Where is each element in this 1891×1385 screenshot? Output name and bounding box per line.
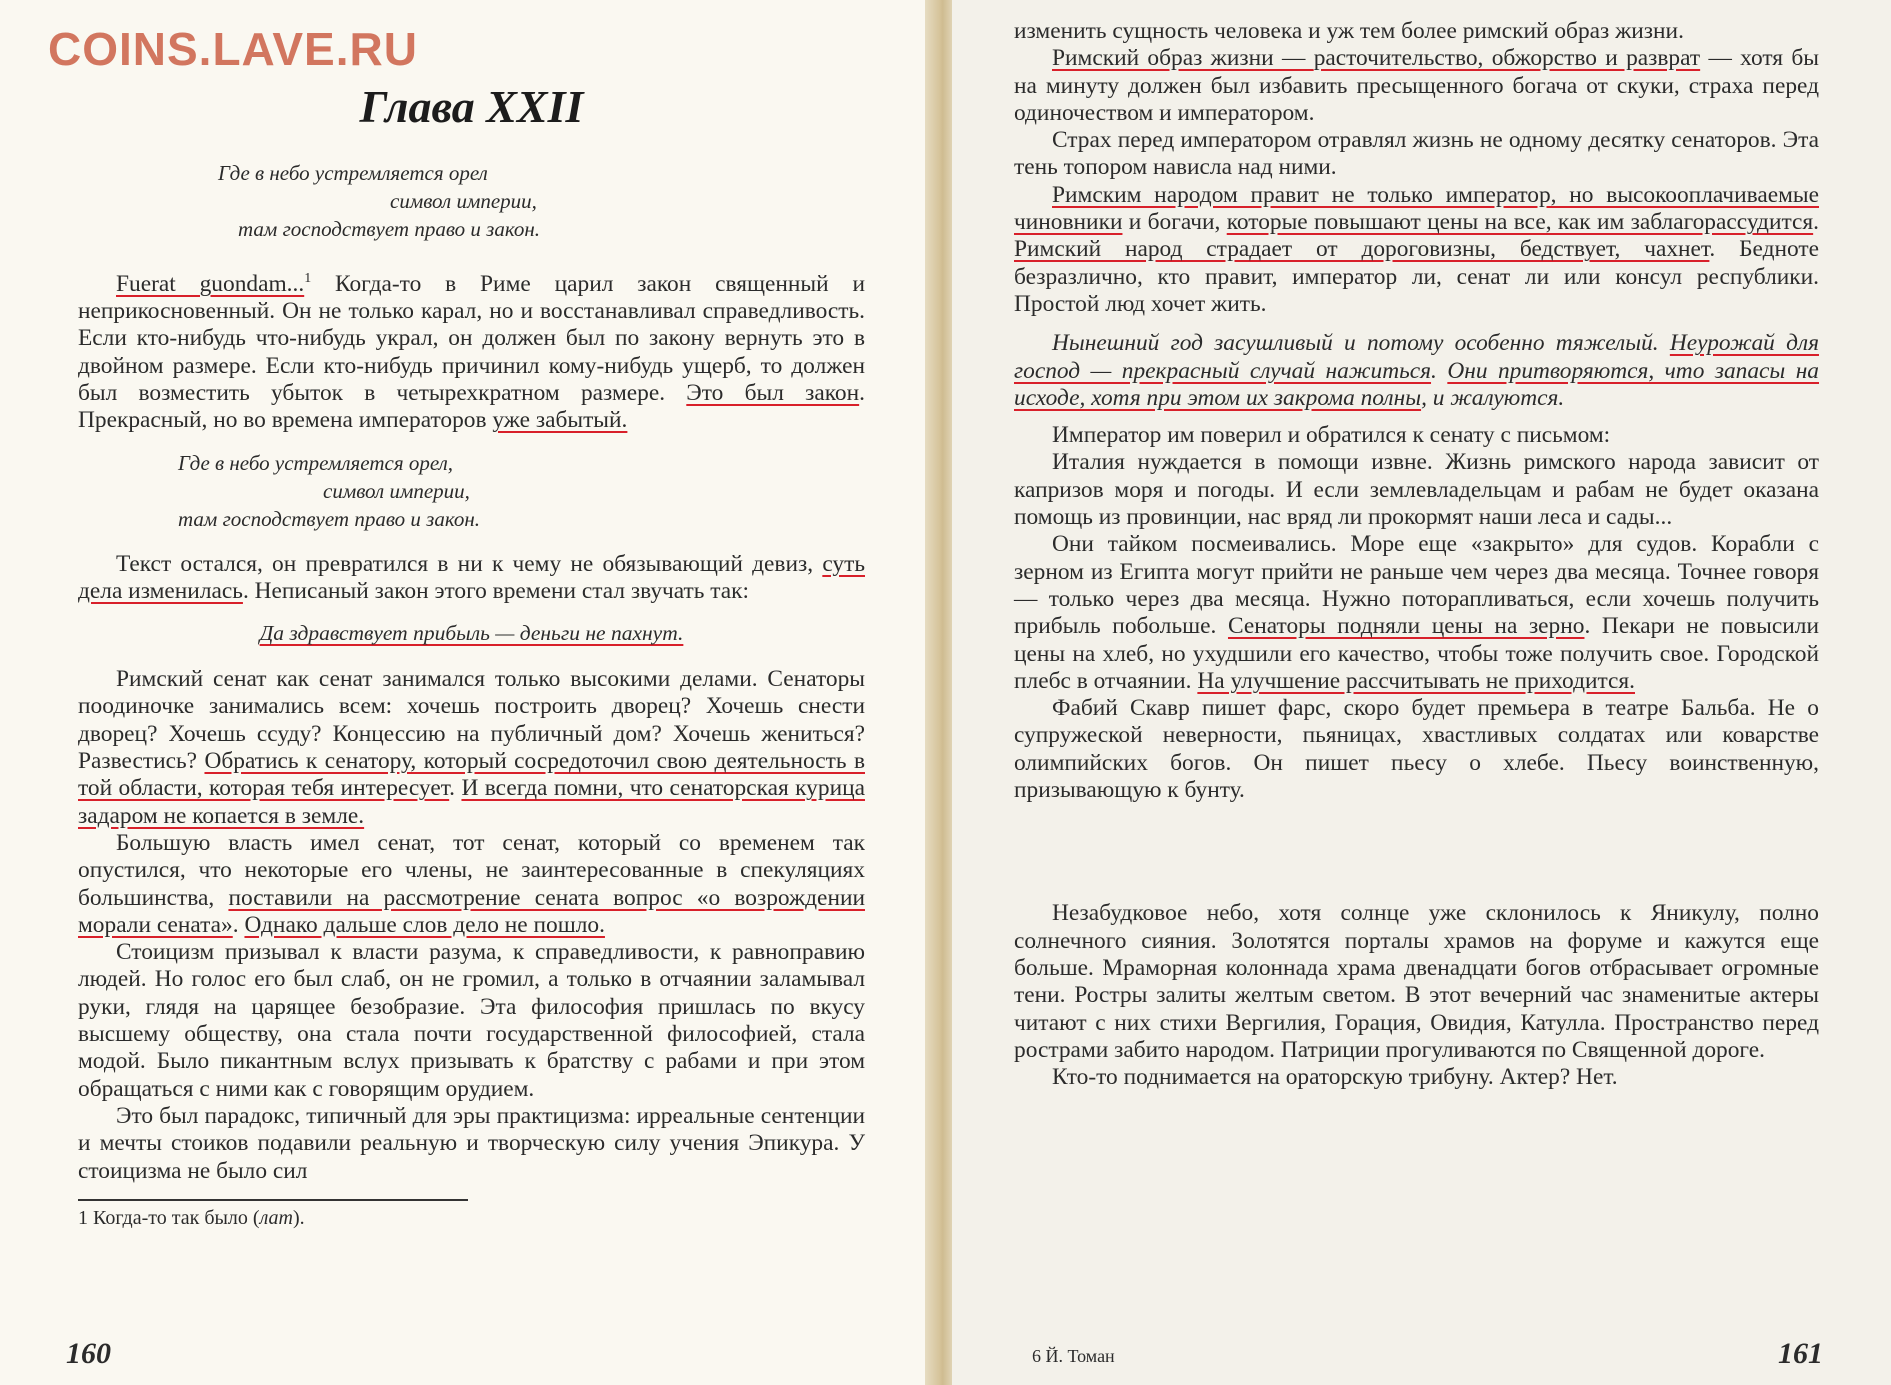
page-number: 161 bbox=[1778, 1337, 1823, 1370]
text: Они тайком посмеивались. Море еще «закрыто» для судов. Корабли с зерном из Египта могут прийти не раньше чем через два месяца. Точнее говоря — только через два месяца. Нужно поторапливаться, если хочешь получить прибыль побольше. bbox=[1014, 531, 1819, 640]
text: . Пекари не повысили цены на хлеб, но ухудшили его качество, чтобы тоже получить свое. Городской плебс в отчаянии. bbox=[1014, 613, 1819, 694]
epigraph-repeat bbox=[78, 449, 865, 533]
text: . Бедноте безразлично, кто правит, император ли, сенат ли или консул республики. Простой люд хочет жить. bbox=[1014, 236, 1820, 317]
signature-mark: 6 Й. Томан bbox=[1032, 1346, 1115, 1366]
motto bbox=[78, 621, 865, 646]
paragraph: Император им поверил и обратился к сенату с письмом: bbox=[1052, 422, 1611, 449]
underlined-text: поставили на рассмотрение сената вопрос «о возрождении морали сената» bbox=[78, 884, 865, 938]
underlined-text: Римский народ страдает от дороговизны, бедствует, чахнет bbox=[1014, 236, 1710, 263]
epigraph-line: Где в небо устремляется орел, bbox=[178, 450, 454, 475]
text: , и жалуются. bbox=[1421, 384, 1565, 411]
text: . bbox=[1431, 357, 1448, 384]
paragraph: Кто-то поднимается на ораторскую трибуну. Актер? Нет. bbox=[1052, 1064, 1618, 1091]
underlined-text: Fuerat guondam... bbox=[116, 270, 305, 297]
underlined-text: На улучшение рассчитывать не приходится. bbox=[1197, 667, 1635, 694]
paragraph bbox=[1014, 531, 1819, 695]
paragraph bbox=[1014, 45, 1819, 127]
paragraph: Фабий Скавр пишет фарс, скоро будет премьера в театре Бальба. Не о супружеской неверности, пьяницах, хвастливых солдатах или коварстве олимпийских богов. Он пишет пьесу о хлебе. Пьесу воинственную, призывающую к бунту. bbox=[1014, 695, 1819, 804]
text: и богачи, bbox=[1122, 209, 1227, 236]
underlined-text: И всегда помни, что сенаторская курица задаром не копается в земле. bbox=[78, 775, 865, 829]
text: Текст остался, он превратился в ни к чему не обязывающий девиз, bbox=[116, 550, 823, 577]
underlined-text: которые повышают цены на все, как им заблагорассудится bbox=[1226, 209, 1814, 236]
epigraph-line: символ империи, bbox=[323, 478, 470, 503]
epigraph-line: там господствует право и закон. bbox=[178, 506, 481, 531]
underlined-text: уже забытый. bbox=[492, 407, 628, 434]
text: ). bbox=[293, 1206, 305, 1229]
underlined-text: Сенаторы подняли цены на зерно bbox=[1227, 613, 1585, 640]
paragraph bbox=[1014, 330, 1819, 412]
text: 1 Когда-то так было ( bbox=[78, 1206, 260, 1229]
underlined-text: Неурожай для господ — прекрасный случай нажиться bbox=[1014, 330, 1819, 384]
text: . bbox=[232, 911, 245, 938]
paragraph: Италия нуждается в помощи извне. Жизнь римского народа зависит от капризов моря и погоды. И если землевладельцам и рабам не будет оказана помощь из провинции, нас вряд ли прокормят наши леса и сады... bbox=[1014, 449, 1819, 531]
paragraph bbox=[78, 830, 865, 939]
paragraph: Незабудковое небо, хотя солнце уже склонилось к Яникулу, полно солнечного сияния. Золотятся порталы храмов на форуме и кажутся еще больше. Мраморная колоннада храма двенадцати богов отбрасывает огромные тени. Ростры залиты желтым светом. В этот вечерний час знаменитые актеры читают с них стихи Вергилия, Горация, Овидия, Катулла. Пространство перед рострами забито народом. Патриции прогуливаются по Священной дороге. bbox=[1014, 900, 1819, 1063]
underlined-text: суть дела изменилась bbox=[78, 550, 865, 604]
chapter-title: Глава XXII bbox=[359, 81, 584, 132]
paragraph bbox=[78, 551, 865, 606]
text: . Прекрасный, но во времена императоров bbox=[78, 379, 865, 434]
text: Нынешний год засушливый и потому особенно тяжелый. bbox=[1052, 330, 1670, 357]
right-page bbox=[952, 0, 1891, 1385]
text: . bbox=[449, 775, 462, 802]
underlined-text: Они притворяются, что запасы на исходе, хотя при этом их закрома полны bbox=[1014, 357, 1820, 411]
underlined-text: Римским народом правит не только император, но высокооплачиваемые чиновники bbox=[1014, 181, 1819, 236]
footnote bbox=[78, 1207, 865, 1230]
epigraph bbox=[78, 159, 865, 243]
underlined-text: Однако дальше слов дело не пошло. bbox=[244, 911, 605, 938]
paragraph bbox=[78, 666, 865, 830]
paragraph: изменить сущность человека и уж тем более римский образ жизни. bbox=[1014, 18, 1684, 44]
paragraph bbox=[1014, 182, 1819, 318]
paragraph bbox=[78, 265, 865, 435]
paragraph: Страх перед императором отравлял жизнь не одному десятку сенаторов. Эта тень топором нависла над ними. bbox=[1014, 127, 1819, 181]
paragraph: Это был парадокс, типичный для эры практицизма: ирреальные сентенции и мечты стоиков подавили реальную и творческую силу учения Эпикура. У стоицизма не было сил bbox=[78, 1102, 865, 1184]
footnote-ref: 1 bbox=[304, 271, 312, 286]
text: лат bbox=[259, 1206, 293, 1229]
text: Большую власть имел сенат, тот сенат, который со временем так опустился, что некоторые его члены, не заинтересованные в спекуляциях большинства, bbox=[78, 829, 865, 911]
underlined-text: расточительство, обжорство и разврат bbox=[1313, 45, 1701, 72]
left-page bbox=[0, 0, 935, 1385]
underlined-text: Римский образ жизни — bbox=[1052, 45, 1314, 72]
underlined-text: Обратись к сенатору, который сосредоточил свою деятельность в той области, которая тебя интересует bbox=[78, 748, 865, 802]
text: . Неписаный закон этого времени стал звучать так: bbox=[242, 577, 750, 604]
epigraph-line: там господствует право и закон. bbox=[238, 217, 541, 241]
text: — хотя бы на минуту должен был избавить пресыщенного богача от скуки, страха перед одиночеством и императором. bbox=[1014, 45, 1819, 126]
text: . bbox=[1813, 209, 1819, 236]
underlined-text: Это был закон bbox=[686, 379, 860, 406]
epigraph-line: Где в небо устремляется орел bbox=[218, 161, 488, 185]
text: Когда-то в Риме царил закон священный и неприкосновенный. Он не только карал, но и восстанавливал справедливость. Если кто-нибудь что-нибудь украл, он должен был по закону вернуть это в двойном размере. Если кто-нибудь причинил кому-нибудь ущерб, то должен был возместить убыток в четырехкратном размере. bbox=[78, 270, 865, 406]
page-number: 160 bbox=[66, 1337, 111, 1370]
epigraph-line: символ империи, bbox=[390, 189, 537, 213]
footnote-divider bbox=[78, 1199, 468, 1201]
text: Римский сенат как сенат занимался только высокими делами. Сенаторы поодиночке занимались всем: хочешь построить дворец? Хочешь снести дворец? Хочешь ссуду? Концессию на публичный дом? Хочешь жениться? Развестись? bbox=[78, 666, 865, 775]
paragraph: Стоицизм призывал к власти разума, к справедливости, к равноправию людей. Но голос его был слаб, он не громил, а только в отчаянии заламывал руки, глядя на царящее безобразие. Эта философия пришлась по вкусу высшему обществу, она стала почти государственной философией, стала модой. Было пикантным вслух призывать к братству с рабами и при этом обращаться с ними как с говорящим орудием. bbox=[78, 939, 865, 1102]
underlined-text: Да здравствует прибыль — деньги не пахнут. bbox=[259, 621, 684, 646]
watermark: COINS.LAVE.RU bbox=[48, 23, 418, 75]
